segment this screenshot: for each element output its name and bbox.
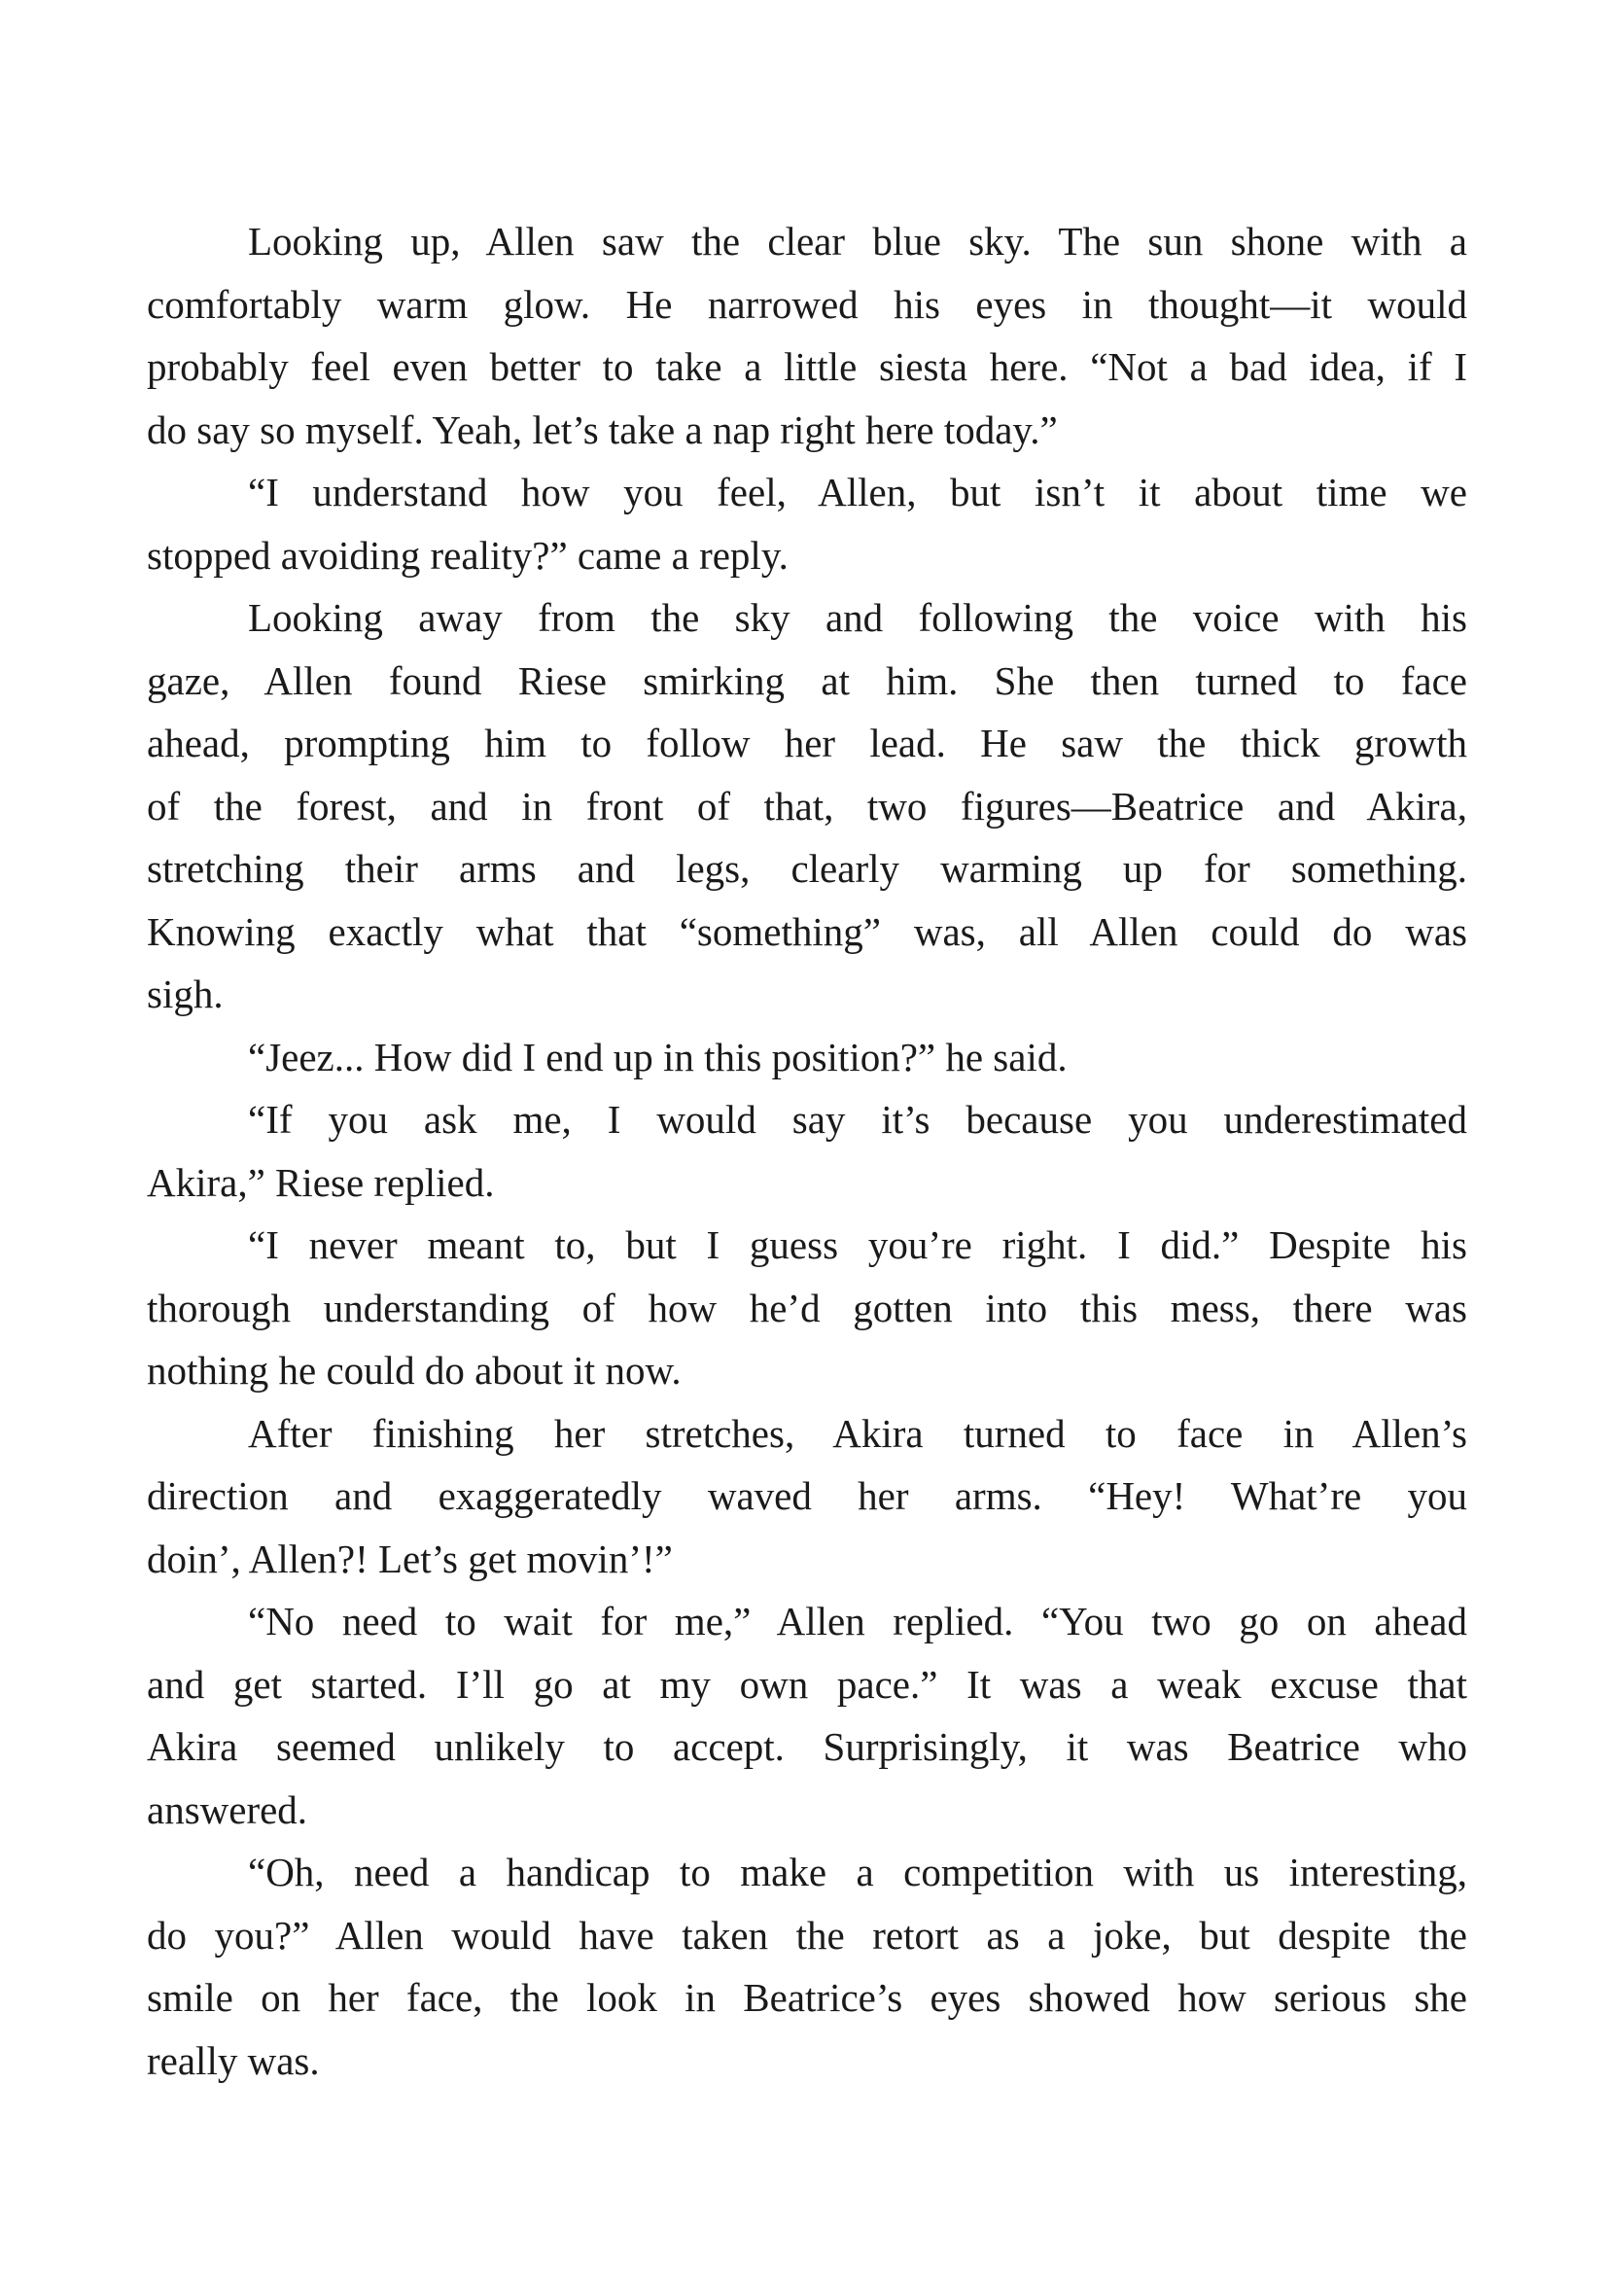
text-line: Akira seemed unlikely to accept. Surprisingly, it was Beatrice who — [147, 1724, 1467, 1769]
text-line: “Jeez... How did I end up in this position?” he said. — [248, 1034, 1068, 1079]
text-line: gaze, Allen found Riese smirking at him. She then turned to face — [147, 657, 1467, 703]
paragraph — [147, 1088, 1467, 1214]
paragraph — [147, 1841, 1467, 2092]
text-line: After finishing her stretches, Akira turned to face in Allen’s — [248, 1410, 1467, 1456]
text-line: Looking up, Allen saw the clear blue sky. The sun shone with a — [248, 219, 1467, 264]
text-line: sigh. — [147, 971, 224, 1016]
paragraph — [147, 210, 1467, 461]
text-line: direction and exaggeratedly waved her arms. “Hey! What’re you — [147, 1473, 1467, 1518]
text-line: nothing he could do about it now. — [147, 1348, 682, 1393]
text-line: stopped avoiding reality?” came a reply. — [147, 532, 789, 578]
paragraph — [147, 1026, 1467, 1089]
paragraph — [147, 1590, 1467, 1841]
paragraph — [147, 461, 1467, 586]
text-line: probably feel even better to take a little siesta here. “Not a bad idea, if I — [147, 344, 1467, 389]
text-line: really was. — [147, 2037, 320, 2083]
text-line: “I understand how you feel, Allen, but isn’t it about time we — [248, 470, 1467, 514]
text-line: of the forest, and in front of that, two figures—Beatrice and Akira, — [147, 783, 1467, 829]
text-line: smile on her face, the look in Beatrice’s eyes showed how serious she — [147, 1975, 1467, 2020]
paragraph — [147, 586, 1467, 1026]
text-line: answered. — [147, 1786, 308, 1832]
text-line: Knowing exactly what that “something” was, all Allen could do was — [147, 908, 1467, 954]
text-line: ahead, prompting him to follow her lead. He saw the thick growth — [147, 721, 1467, 765]
text-line: do you?” Allen would have taken the retort as a joke, but despite the — [147, 1912, 1467, 1958]
text-line: stretching their arms and legs, clearly warming up for something. — [147, 846, 1467, 891]
text-line: Looking away from the sky and following the voice with his — [248, 595, 1467, 640]
text-line: thorough understanding of how he’d gotten into this mess, there was — [147, 1285, 1467, 1330]
text-line: “If you ask me, I would say it’s because you underestimated — [248, 1097, 1467, 1142]
text-line: “Oh, need a handicap to make a competition with us interesting, — [248, 1850, 1467, 1894]
book-page-body — [147, 210, 1467, 2092]
text-line: Akira,” Riese replied. — [147, 1159, 495, 1205]
text-line: “No need to wait for me,” Allen replied. “You two go on ahead — [248, 1599, 1467, 1643]
text-line: comfortably warm glow. He narrowed his eyes in thought—it would — [147, 281, 1467, 327]
text-line: and get started. I’ll go at my own pace.” It was a weak excuse that — [147, 1661, 1467, 1707]
paragraph — [147, 1214, 1467, 1402]
text-line: “I never meant to, but I guess you’re right. I did.” Despite his — [248, 1222, 1467, 1267]
paragraph — [147, 1402, 1467, 1591]
text-line: do say so myself. Yeah, let’s take a nap right here today.” — [147, 406, 1058, 452]
text-line: doin’, Allen?! Let’s get movin’!” — [147, 1536, 673, 1581]
